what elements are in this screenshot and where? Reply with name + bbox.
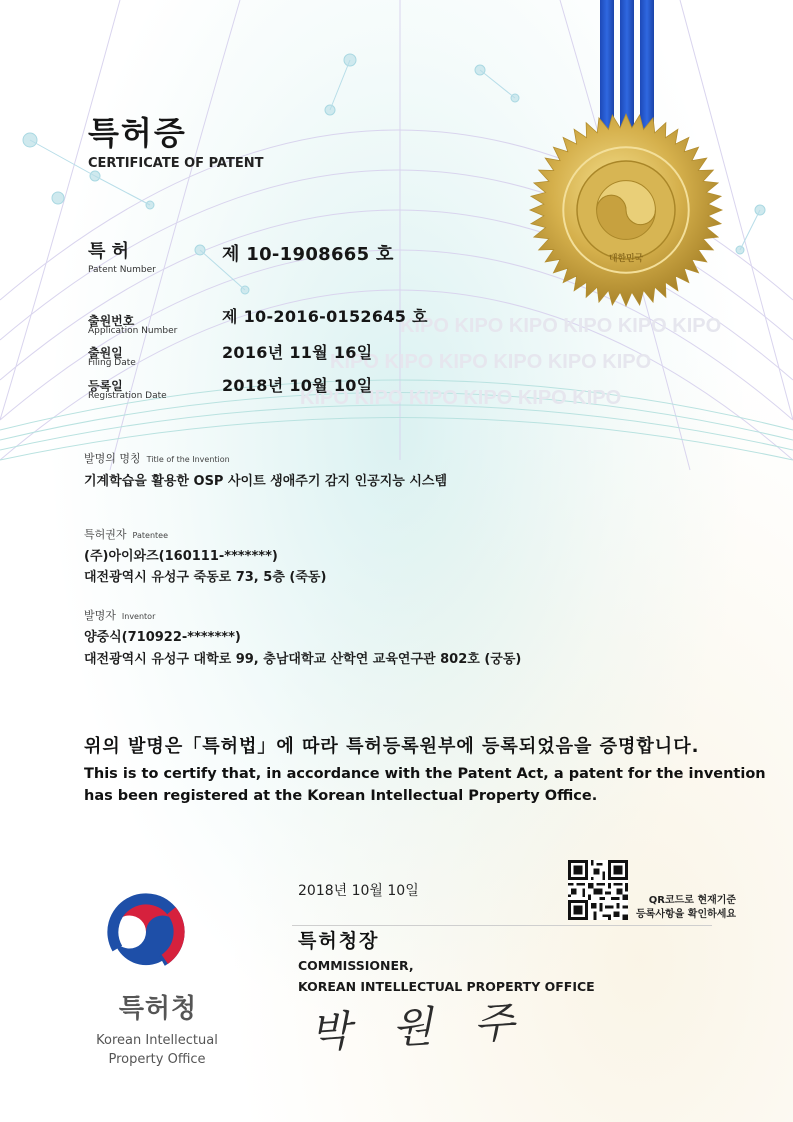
svg-text:대한민국: 대한민국 — [608, 253, 644, 264]
inventor-label-ko: 발명자 — [84, 609, 116, 622]
taegeuk-logo-icon — [100, 886, 192, 978]
patent-number-label-en: Patent Number — [88, 265, 156, 275]
certification-text-en-line2: has been registered at the Korean Intellectual Property Office. — [84, 788, 598, 804]
patent-number-value: 제 10-1908665 호 — [222, 244, 394, 265]
patentee-label-en: Patentee — [132, 531, 168, 540]
application-number-value: 제 10-2016-0152645 호 — [222, 307, 428, 326]
invention-title-label-ko: 발명의 명칭 — [84, 452, 141, 465]
filing-date-label-en: Filing Date — [88, 358, 136, 368]
svg-text:KIPO KIPO KIPO KIPO KIPO KIPO: KIPO KIPO KIPO KIPO KIPO KIPO — [330, 351, 652, 373]
filing-date-value: 2016년 11월 16일 — [222, 343, 373, 362]
kipo-name-en-line2: Property Office — [108, 1052, 206, 1067]
certification-text-en — [84, 763, 766, 807]
patent-number-label: 특 허 — [88, 241, 130, 262]
certificate-title-ko: 특허증 — [88, 114, 187, 152]
commissioner-signature — [300, 990, 530, 1060]
gold-seal-icon — [528, 112, 724, 308]
patentee-address: 대전광역시 유성구 죽동로 73, 5층 (죽동) — [84, 570, 327, 585]
commissioner-title-ko: 특허청장 — [298, 930, 380, 952]
registration-date-label-en: Registration Date — [88, 391, 167, 401]
application-number-label: 출원번호 — [88, 314, 135, 328]
patentee-label — [84, 523, 168, 542]
invention-title: 기계학습을 활용한 OSP 사이트 생애주기 감지 인공지능 시스템 — [84, 474, 448, 489]
inventor-label — [84, 604, 155, 623]
application-number-label-en: Application Number — [88, 326, 178, 336]
qr-instruction-line1: QR코드로 현재기준 — [648, 895, 737, 906]
svg-text:KIPO KIPO KIPO KIPO KIPO KIPO: KIPO KIPO KIPO KIPO KIPO KIPO — [300, 387, 622, 409]
inventor-address: 대전광역시 유성구 대학로 99, 충남대학교 산학연 교육연구관 802호 (궁동) — [84, 652, 522, 667]
invention-title-label — [84, 447, 230, 466]
certification-text-en-line1: This is to certify that, in accordance with the Patent Act, a patent for the invention — [84, 766, 766, 782]
issue-date: 2018년 10월 10일 — [298, 883, 419, 899]
svg-text:KIPO KIPO KIPO KIPO KIPO KIPO: KIPO KIPO KIPO KIPO KIPO KIPO — [400, 315, 722, 337]
kipo-name-en — [74, 1031, 240, 1069]
registration-date-label: 등록일 — [88, 379, 123, 393]
filing-date-label: 출원일 — [88, 346, 123, 360]
svg-text:박 원 주: 박 원 주 — [308, 996, 530, 1058]
patentee-name: (주)아이와즈(160111-*******) — [84, 549, 278, 564]
certification-text-ko: 위의 발명은「특허법」에 따라 특허등록원부에 등록되었음을 증명합니다. — [84, 736, 700, 757]
kipo-name-en-line1: Korean Intellectual — [96, 1033, 218, 1048]
kipo-name-ko: 특허청 — [118, 994, 198, 1024]
qr-instruction — [636, 894, 736, 922]
patentee-label-ko: 특허권자 — [84, 528, 127, 541]
commissioner-title-en-line2: KOREAN INTELLECTUAL PROPERTY OFFICE — [298, 979, 595, 994]
registration-date-value: 2018년 10월 10일 — [222, 376, 373, 395]
invention-title-label-en: Title of the Invention — [146, 455, 230, 464]
commissioner-title-en-line1: COMMISSIONER, — [298, 958, 414, 973]
qr-code-icon[interactable] — [568, 860, 628, 920]
inventor-name: 양중식(710922-*******) — [84, 630, 241, 645]
inventor-label-en: Inventor — [121, 612, 156, 621]
certificate-title-en: CERTIFICATE OF PATENT — [88, 156, 264, 171]
qr-instruction-line2: 등록사항을 확인하세요 — [636, 909, 737, 920]
